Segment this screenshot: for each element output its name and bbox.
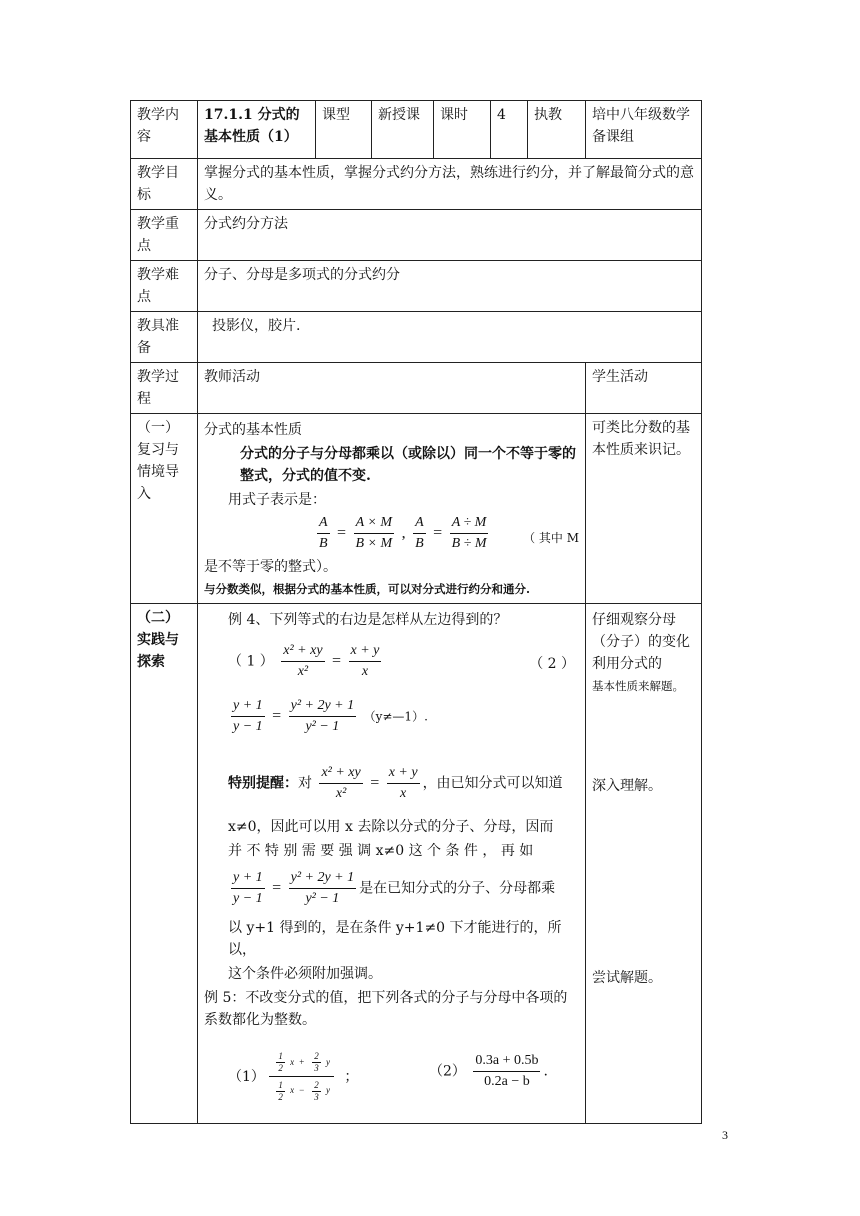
frac-am-bm: $\frac{A \times M}{B \times M}$ bbox=[355, 515, 393, 551]
summary-text: 与分数类似，根据分式的基本性质，可以对分式进行约分和通分. bbox=[204, 582, 531, 596]
student-activity-header: 学生活动 bbox=[586, 363, 702, 414]
difficult-label: 教学难点 bbox=[131, 261, 198, 312]
property-formula: $\frac{A}{B}$ = $\frac{A \times M}{B \times M}$ , $\frac{A}{B}$ = $\frac{A \div M}{B \div M}$ （ 其中 M bbox=[204, 513, 579, 554]
key-text: 分式约分方法 bbox=[198, 210, 702, 261]
label-teacher: 执教 bbox=[528, 101, 586, 159]
formula-note: （ 其中 M bbox=[523, 531, 579, 545]
label-content: 教学内容 bbox=[131, 101, 198, 159]
example4-item2: $\frac{y + 1}{y - 1}$ = $\frac{\text{y² + 2y + 1}}{\text{y² − 1}}$ （y≠—1）. bbox=[204, 696, 579, 737]
formula-note-2: 是不等于零的整式）。 bbox=[204, 559, 337, 575]
section1-title: 分式的基本性质 bbox=[204, 422, 302, 438]
teacher-value: 培中八年级数学备课组 bbox=[586, 101, 702, 159]
section2-label: （二）实践与探索 bbox=[131, 604, 198, 1124]
page-number: 3 bbox=[722, 1128, 728, 1142]
lesson-title: 17.1.1 分式的基本性质（1） bbox=[198, 101, 316, 159]
reminder-no: 并 不 特 别 需 要 强 调 x≠0 这 个 条 件 ， 再 如 bbox=[228, 843, 534, 859]
process-label: 教学过程 bbox=[131, 363, 198, 414]
section2-content bbox=[198, 604, 586, 1124]
goals-label: 教学目标 bbox=[131, 159, 198, 210]
frac-y2-y2m1: $\frac{\text{y² + 2y + 1}}{\text{y² − 1}}$ bbox=[290, 698, 355, 734]
formula-intro: 用式子表示是： bbox=[228, 492, 326, 508]
frac-xy-x: $\frac{x + y}{x}$ bbox=[350, 643, 380, 679]
example4-item1: （ 1 ） $\frac{\text{x² + xy}}{\text{x²}}$ = $\frac{x + y}{x}$ （ 2 ） bbox=[204, 641, 579, 682]
student-activity-3: 尝试解题。 bbox=[592, 970, 662, 986]
frac-y1-ym1: $\frac{y + 1}{y - 1}$ bbox=[233, 698, 263, 734]
difficult-text: 分子、分母是多项式的分式约分 bbox=[198, 261, 702, 312]
reminder-mult-line: $\frac{y + 1}{y - 1}$ = $\frac{\text{y² + 2y + 1}}{\text{y² − 1}}$ 是在已知分式的分子、分母都乘 bbox=[233, 870, 556, 906]
frac-x2xy-x2: $\frac{\text{x² + xy}}{\text{x²}}$ bbox=[283, 643, 323, 679]
example5-text: 例 5：不改变分式的值，把下列各式的分子与分母中各项的系数都化为整数。 bbox=[204, 990, 568, 1028]
section1-label: （一）复习与情境导入 bbox=[131, 414, 198, 604]
label-type: 课型 bbox=[316, 101, 372, 159]
property-text: 分式的分子与分母都乘以（或除以）同一个不等于零的整式，分式的值不变. bbox=[240, 446, 576, 484]
label-hours: 课时 bbox=[434, 101, 491, 159]
frac-a-b-2: $\frac{A}{B}$ bbox=[415, 515, 424, 551]
type-value: 新授课 bbox=[372, 101, 434, 159]
lesson-plan-table bbox=[130, 100, 702, 1124]
goals-text: 掌握分式的基本性质，掌握分式约分方法，熟练进行约分，并了解最简分式的意义。 bbox=[198, 159, 702, 210]
student-activity-1: 仔细观察分母（分子）的变化利用分式的 bbox=[592, 612, 690, 672]
student-activity-2: 深入理解。 bbox=[592, 778, 662, 794]
teacher-activity-header: 教师活动 bbox=[198, 363, 586, 414]
hours-value: 4 bbox=[491, 101, 528, 159]
reminder-line: 特别提醒：对 $\frac{\text{x² + xy}}{\text{x²}}$ = $\frac{x + y}{x}$ ，由已知分式可以知道 bbox=[228, 765, 563, 801]
tools-text: 投影仪，胶片. bbox=[198, 312, 702, 363]
section2-student bbox=[586, 604, 702, 1124]
reminder-x: x≠0，因此可以用 x 去除以分式的分子、分母，因而 bbox=[228, 819, 554, 835]
section1-student: 可类比分数的基本性质来识记。 bbox=[586, 414, 702, 604]
section1-content bbox=[198, 414, 586, 604]
example4-text: 例 4、下列等式的右边是怎样从左边得到的？ bbox=[228, 612, 508, 628]
reminder-end: 这个条件必须附加强调。 bbox=[228, 966, 382, 982]
student-activity-1b: 基本性质来解题。 bbox=[592, 679, 684, 693]
frac-adm-bdm: $\frac{A \div M}{B \div M}$ bbox=[451, 515, 487, 551]
tools-label: 教具准备 bbox=[131, 312, 198, 363]
frac-a-b: $\frac{A}{B}$ bbox=[319, 515, 328, 551]
example5-items: （1） $\frac{1}{2}$ x + $\frac{2}{3}$ y $\frac{1}{2}$ x − $\frac{2}{3}$ y ； （2） $\frac{0.3a + 0.5b}{0.2a - b}$ . bbox=[204, 1049, 579, 1109]
reminder-y: 以 y+1 得到的，是在条件 y+1≠0 下才能进行的，所以， bbox=[228, 920, 562, 958]
key-label: 教学重点 bbox=[131, 210, 198, 261]
